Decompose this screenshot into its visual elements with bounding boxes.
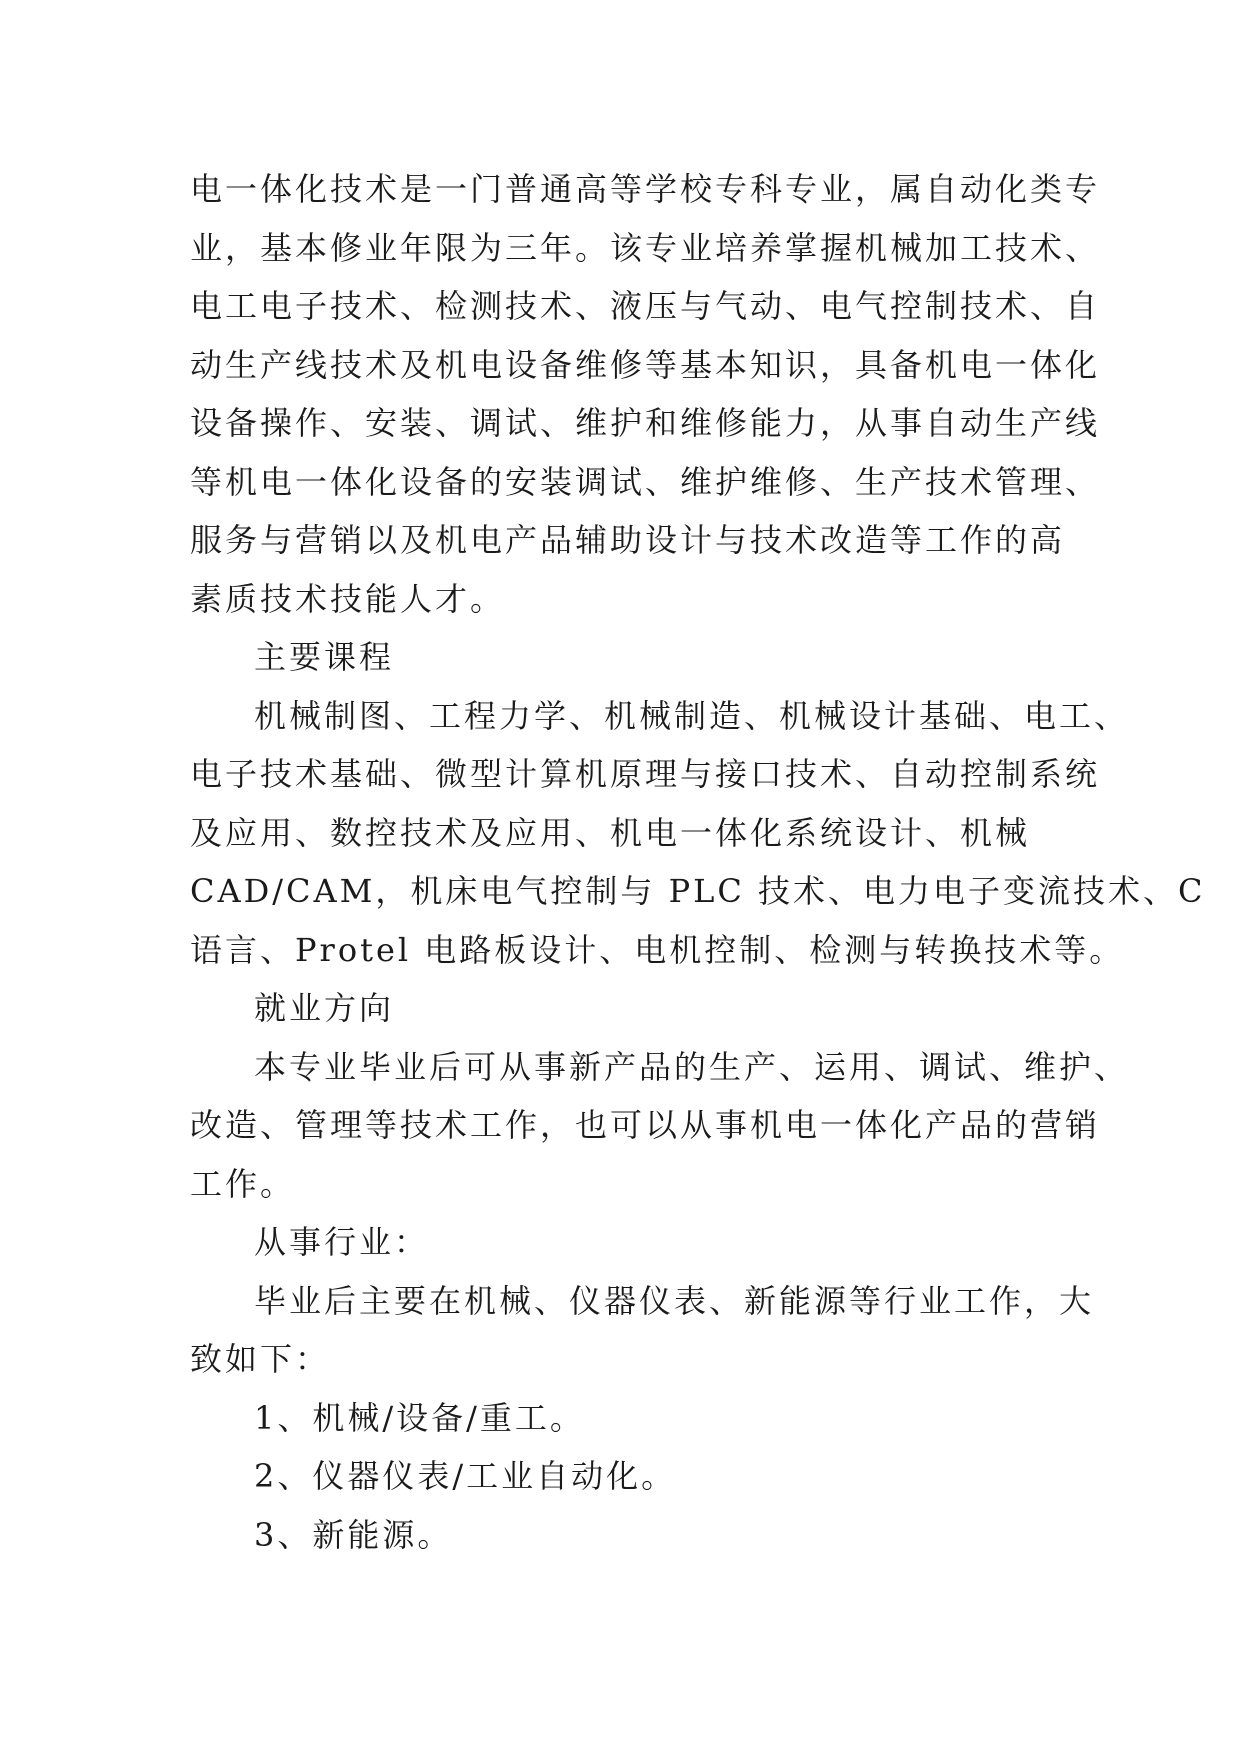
- body-text-line: 服务与营销以及机电产品辅助设计与技术改造等工作的高: [190, 521, 1066, 559]
- body-text-line: 素质技术技能人才。: [190, 579, 506, 618]
- body-text-line: 工作。: [190, 1164, 296, 1203]
- list-item: 3、新能源。: [254, 1515, 453, 1554]
- body-text-line: 机械制图、工程力学、机械制造、机械设计基础、电工、: [254, 696, 1130, 735]
- section-heading-employment: 就业方向: [254, 989, 395, 1027]
- body-text-line: 动生产线技术及机电设备维修等基本知识，具备机电一体化: [190, 345, 1101, 384]
- body-text-line: CAD/CAM，机床电气控制与 PLC 技术、电力电子变流技术、C: [190, 872, 1206, 910]
- body-text-line: 业，基本修业年限为三年。该专业培养掌握机械加工技术、: [190, 228, 1101, 267]
- body-text-line: 设备操作、安装、调试、维护和维修能力，从事自动生产线: [190, 404, 1101, 442]
- section-heading-courses: 主要课程: [254, 638, 395, 676]
- body-text-line: 致如下：: [190, 1340, 331, 1378]
- body-text-line: 语言、Protel 电路板设计、电机控制、检测与转换技术等。: [190, 930, 1125, 969]
- body-text-line: 及应用、数控技术及应用、机电一体化系统设计、机械: [190, 813, 1031, 852]
- body-text-line: 改造、管理等技术工作，也可以从事机电一体化产品的营销: [190, 1106, 1101, 1144]
- list-item: 1、机械/设备/重工。: [254, 1398, 585, 1437]
- section-heading-industries: 从事行业：: [254, 1223, 430, 1261]
- body-text-line: 电工电子技术、检测技术、液压与气动、电气控制技术、自: [190, 287, 1101, 325]
- body-text-line: 毕业后主要在机械、仪器仪表、新能源等行业工作，大: [254, 1281, 1095, 1320]
- body-text-line: 本专业毕业后可从事新产品的生产、运用、调试、维护、: [254, 1047, 1130, 1086]
- body-text-line: 电子技术基础、微型计算机原理与接口技术、自动控制系统: [190, 755, 1101, 793]
- body-text-line: 电一体化技术是一门普通高等学校专科专业，属自动化类专: [190, 170, 1101, 208]
- list-item: 2、仪器仪表/工业自动化。: [254, 1457, 677, 1495]
- body-text-line: 等机电一体化设备的安装调试、维护维修、生产技术管理、: [190, 462, 1101, 501]
- document-page: [190, 160, 1206, 1564]
